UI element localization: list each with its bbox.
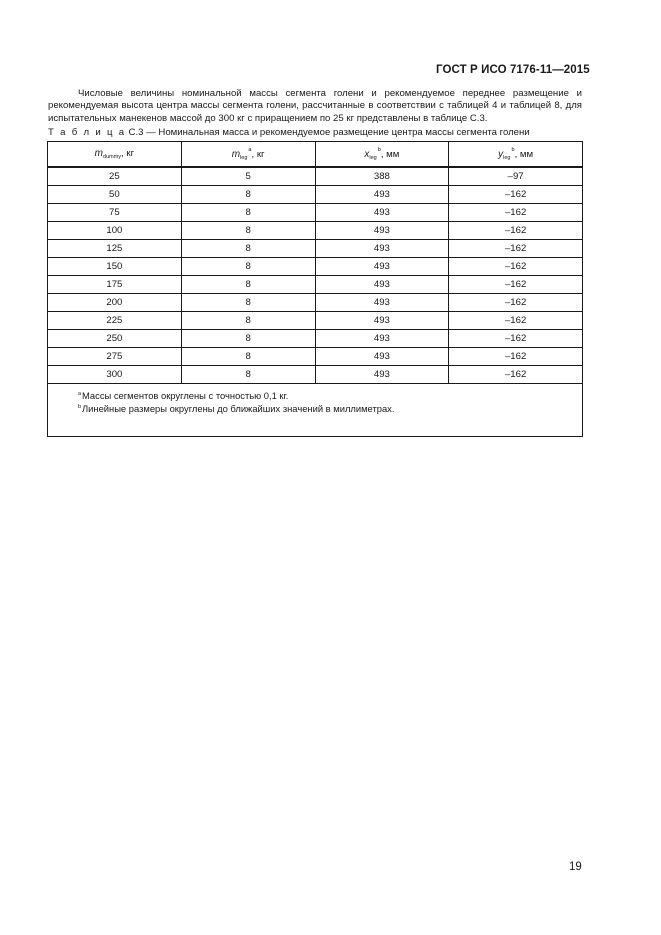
leg-mass-cell: 8	[181, 222, 315, 240]
header-row	[48, 142, 583, 168]
leg-mass-cell: 8	[181, 240, 315, 258]
leg-mass-cell: 5	[181, 167, 315, 186]
leg-y-cell: –162	[449, 240, 583, 258]
header-leg-mass	[181, 142, 315, 168]
header-subscript: dummy	[103, 154, 122, 160]
footnote-text: Линейные размеры округлены до ближайших значений в миллиметрах.	[82, 402, 395, 414]
page-number: 19	[569, 861, 582, 873]
leg-x-cell: 493	[315, 294, 449, 312]
intro-text: Числовые величины номинальной массы сегмента голени и рекомендуемое переднее размещение и рекомендуемая высота центра массы сегмента голени, рассчитанные в соответствии с таблицей 4 и таблицей 8, для испытательных манекенов массой до 300 кг с приращением по 25 кг представлены в таблице С.3.	[48, 88, 582, 124]
table-footnotes	[48, 384, 583, 437]
leg-mass-cell: 8	[181, 330, 315, 348]
leg-x-cell: 493	[315, 330, 449, 348]
document-code: ГОСТ Р ИСО 7176-11—2015	[436, 64, 590, 76]
leg-y-cell: –162	[449, 222, 583, 240]
dummy-mass-cell: 175	[48, 276, 182, 294]
dummy-mass-cell: 250	[48, 330, 182, 348]
dummy-mass-cell: 300	[48, 366, 182, 384]
footnote-b	[78, 403, 582, 416]
leg-y-cell: –97	[449, 167, 583, 186]
header-subscript: leg	[503, 155, 511, 161]
leg-x-cell: 493	[315, 204, 449, 222]
header-subscript: leg	[369, 155, 377, 161]
table-row	[48, 186, 583, 204]
leg-mass-cell: 8	[181, 186, 315, 204]
footnote-mark: a	[78, 391, 82, 397]
table-row	[48, 258, 583, 276]
leg-y-cell: –162	[449, 366, 583, 384]
leg-y-cell: –162	[449, 348, 583, 366]
leg-mass-cell: 8	[181, 348, 315, 366]
header-symbol: m	[94, 148, 104, 159]
leg-x-cell: 493	[315, 186, 449, 204]
leg-x-cell: 493	[315, 222, 449, 240]
notes-row	[48, 384, 583, 437]
header-symbol: x	[364, 149, 370, 160]
header-unit: , кг	[121, 148, 135, 159]
dummy-mass-cell: 25	[48, 167, 182, 186]
header-superscript: a	[248, 147, 252, 153]
leg-x-cell: 493	[315, 312, 449, 330]
table-header	[48, 142, 583, 168]
footnote-a	[78, 390, 582, 403]
header-unit: , мм	[380, 149, 400, 160]
leg-x-cell: 493	[315, 240, 449, 258]
leg-x-cell: 493	[315, 348, 449, 366]
dummy-mass-cell: 50	[48, 186, 182, 204]
header-symbol: m	[231, 149, 241, 160]
leg-mass-cell: 8	[181, 312, 315, 330]
dummy-mass-cell: 75	[48, 204, 182, 222]
table-row	[48, 312, 583, 330]
table-row	[48, 348, 583, 366]
leg-mass-cell: 8	[181, 294, 315, 312]
header-leg-x	[315, 142, 449, 168]
table-row	[48, 240, 583, 258]
table-caption	[48, 127, 588, 138]
leg-y-cell: –162	[449, 186, 583, 204]
leg-x-cell: 493	[315, 366, 449, 384]
header-unit: , мм	[514, 149, 534, 160]
dummy-mass-cell: 125	[48, 240, 182, 258]
dummy-mass-cell: 150	[48, 258, 182, 276]
table-row	[48, 204, 583, 222]
leg-y-cell: –162	[449, 276, 583, 294]
table-row	[48, 167, 583, 186]
dummy-mass-cell: 225	[48, 312, 182, 330]
leg-mass-cell: 8	[181, 366, 315, 384]
leg-x-cell: 493	[315, 258, 449, 276]
dummy-mass-cell: 100	[48, 222, 182, 240]
footnote-mark: b	[78, 403, 82, 410]
header-subscript: leg	[240, 155, 248, 161]
footnote-text: Массы сегментов округлены с точностью 0,1 кг.	[82, 390, 289, 401]
table-row	[48, 222, 583, 240]
table-row	[48, 330, 583, 348]
notes-cell	[48, 384, 583, 437]
leg-mass-cell: 8	[181, 258, 315, 276]
intro-paragraph	[48, 88, 582, 125]
table-caption-label: Т а б л и ц а	[48, 127, 126, 138]
leg-mass-cell: 8	[181, 276, 315, 294]
dummy-mass-cell: 200	[48, 294, 182, 312]
table-row	[48, 366, 583, 384]
header-unit: , кг	[251, 149, 265, 160]
leg-x-cell: 388	[315, 167, 449, 186]
header-superscript: b	[377, 147, 381, 153]
table-body	[48, 167, 583, 384]
leg-y-cell: –162	[449, 258, 583, 276]
leg-y-cell: –162	[449, 330, 583, 348]
leg-y-cell: –162	[449, 204, 583, 222]
header-symbol: y	[498, 149, 504, 160]
header-leg-y	[449, 142, 583, 168]
leg-y-cell: –162	[449, 294, 583, 312]
leg-y-cell: –162	[449, 312, 583, 330]
table-row	[48, 276, 583, 294]
table-row	[48, 294, 583, 312]
dummy-mass-cell: 275	[48, 348, 182, 366]
leg-x-cell: 493	[315, 276, 449, 294]
leg-mass-cell: 8	[181, 204, 315, 222]
mass-table	[47, 141, 583, 437]
header-dummy-mass	[48, 142, 182, 168]
header-superscript: b	[511, 147, 515, 153]
table-caption-title: — Номинальная масса и рекомендуемое размещение центра массы сегмента голени	[146, 127, 530, 138]
table-caption-number: С.3	[128, 127, 144, 138]
